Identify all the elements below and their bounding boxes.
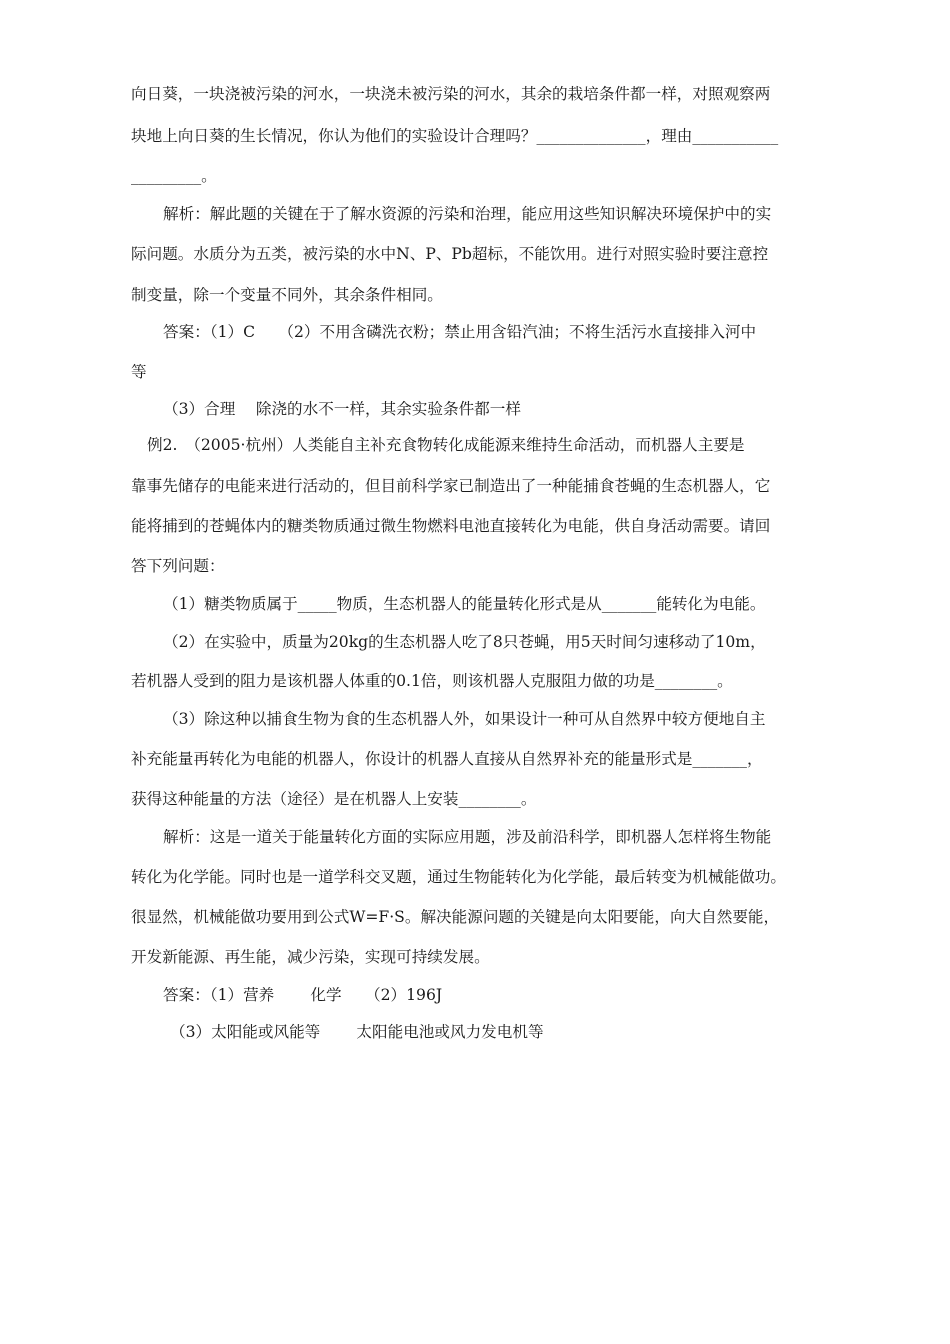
text-line: 能将捕到的苍蝇体内的糖类物质通过微生物燃料电池直接转化为电能，供自身活动需要。请回 xyxy=(131,517,771,535)
text-line: 靠事先储存的电能来进行活动的，但目前科学家已制造出了一种能捕食苍蝇的生态机器人，它 xyxy=(131,477,771,495)
answer-line: （3）太阳能或风能等 太阳能电池或风力发电机等 xyxy=(170,1023,544,1041)
question-line: 获得这种能量的方法（途径）是在机器人上安装________。 xyxy=(131,790,537,808)
analysis-line: 解析：解此题的关键在于了解水资源的污染和治理，能应用这些知识解决环境保护中的实 xyxy=(163,205,772,223)
answer-line: 答案：（1）C （2）不用含磷洗衣粉；禁止用含铅汽油；不将生活污水直接排入河中 xyxy=(163,323,757,341)
text-line: _________。 xyxy=(131,167,217,185)
text-line: 答下列问题： xyxy=(131,557,225,575)
question-line: （2）在实验中，质量为20kg的生态机器人吃了8只苍蝇，用5天时间匀速移动了10m， xyxy=(163,633,766,651)
answer-line: 答案：（1）营养 化学 （2）196J xyxy=(163,986,443,1004)
analysis-line: 制变量，除一个变量不同外，其余条件相同。 xyxy=(131,286,443,304)
answer-line: 等 xyxy=(131,363,147,381)
text-line: 块地上向日葵的生长情况，你认为他们的实验设计合理吗？______________，理由___________ xyxy=(131,127,779,145)
analysis-line: 解析：这是一道关于能量转化方面的实际应用题，涉及前沿科学，即机器人怎样将生物能 xyxy=(163,828,772,846)
question-line: 补充能量再转化为电能的机器人，你设计的机器人直接从自然界补充的能量形式是_______， xyxy=(131,750,763,768)
analysis-line: 际问题。水质分为五类，被污染的水中N、P、Pb超标，不能饮用。进行对照实验时要注意控 xyxy=(131,245,769,263)
analysis-line: 很显然，机械能做功要用到公式W=F·S。解决能源问题的关键是向太阳要能，向大自然要能， xyxy=(131,908,780,926)
question-line: （3）除这种以捕食生物为食的生态机器人外，如果设计一种可从自然界中较方便地自主 xyxy=(163,710,766,728)
answer-line: （3）合理 除浇的水不一样，其余实验条件都一样 xyxy=(163,400,521,418)
analysis-line: 转化为化学能。同时也是一道学科交叉题，通过生物能转化为化学能，最后转变为机械能做功。 xyxy=(131,868,786,886)
text-line: 向日葵，一块浇被污染的河水，一块浇未被污染的河水，其余的栽培条件都一样，对照观察两 xyxy=(131,85,771,103)
example-heading: 例2. （2005·杭州）人类能自主补充食物转化成能源来维持生命活动，而机器人主要是 xyxy=(147,436,745,454)
question-line: 若机器人受到的阻力是该机器人体重的0.1倍，则该机器人克服阻力做的功是________。 xyxy=(131,672,733,690)
analysis-line: 开发新能源、再生能，减少污染，实现可持续发展。 xyxy=(131,948,490,966)
question-line: （1）糖类物质属于_____物质，生态机器人的能量转化形式是从_______能转化为电能。 xyxy=(163,595,766,613)
